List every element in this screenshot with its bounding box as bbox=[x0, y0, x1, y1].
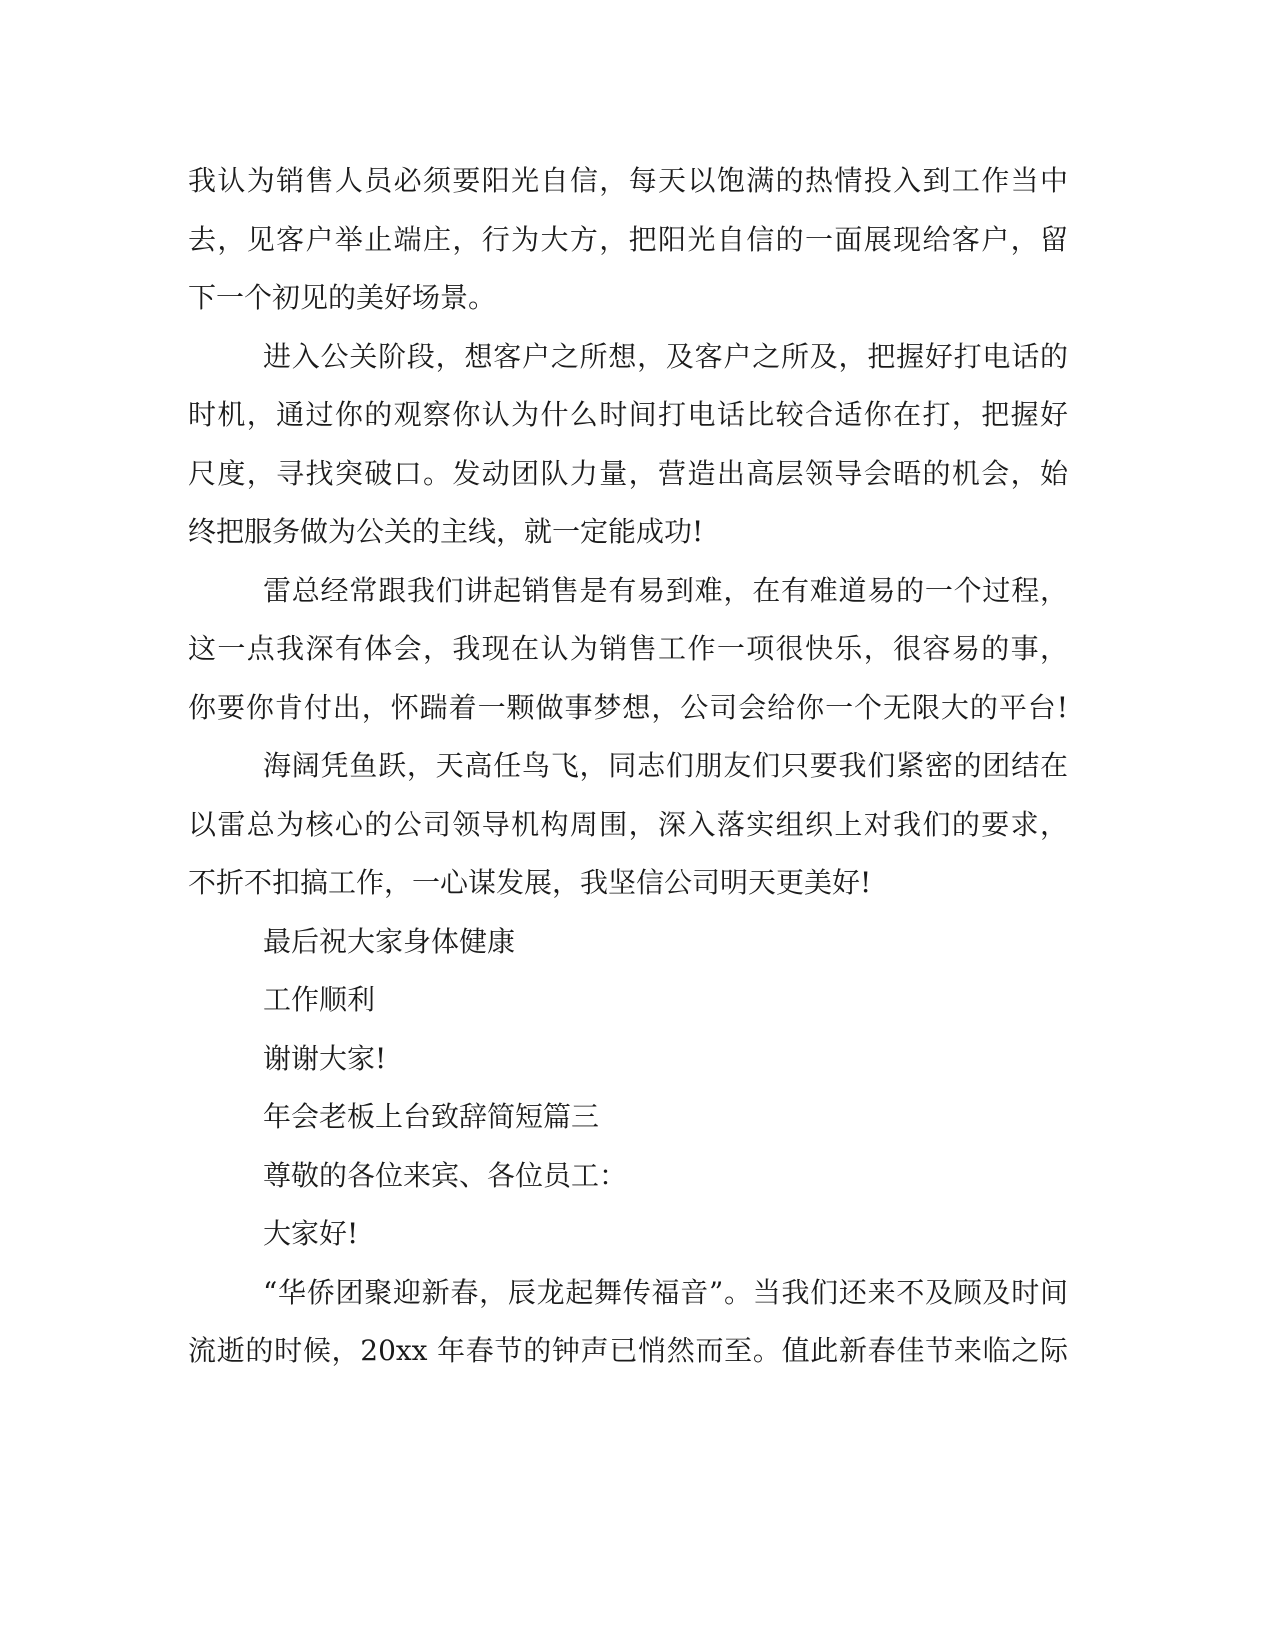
section-heading: 年会老板上台致辞简短篇三 bbox=[263, 1100, 600, 1133]
paragraph-4-line-3: 不折不扣搞工作，一心谋发展，我坚信公司明天更美好! bbox=[188, 866, 872, 899]
paragraph-4-line-1: 海阔凭鱼跃，天高任鸟飞，同志们朋友们只要我们紧密的团结在 bbox=[263, 749, 1068, 782]
greeting-line: 大家好! bbox=[263, 1217, 359, 1250]
closing-wish-line: 最后祝大家身体健康 bbox=[263, 925, 516, 958]
paragraph-3-line-3: 你要你肯付出，怀踹着一颗做事梦想，公司会给你一个无限大的平台! bbox=[188, 691, 1068, 724]
paragraph-2-line-2: 时机，通过你的观察你认为什么时间打电话比较合适你在打，把握好 bbox=[188, 398, 1068, 431]
paragraph-3-line-1: 雷总经常跟我们讲起销售是有易到难，在有难道易的一个过程， bbox=[263, 574, 1068, 607]
work-wish-line: 工作顺利 bbox=[263, 983, 376, 1016]
thanks-line: 谢谢大家! bbox=[263, 1042, 387, 1075]
paragraph-2-line-3: 尺度，寻找突破口。发动团队力量，营造出高层领导会晤的机会，始 bbox=[188, 457, 1068, 490]
salutation-line: 尊敬的各位来宾、各位员工： bbox=[263, 1159, 628, 1192]
paragraph-1-line-2: 去，见客户举止端庄，行为大方，把阳光自信的一面展现给客户，留 bbox=[188, 223, 1068, 256]
paragraph-1-line-3: 下一个初见的美好场景。 bbox=[188, 281, 497, 314]
paragraph-2-line-4: 终把服务做为公关的主线，就一定能成功! bbox=[188, 515, 704, 548]
paragraph-4-line-2: 以雷总为核心的公司领导机构周围，深入落实组织上对我们的要求， bbox=[188, 808, 1068, 841]
paragraph-1-line-1: 我认为销售人员必须要阳光自信，每天以饱满的热情投入到工作当中 bbox=[188, 164, 1068, 197]
paragraph-5-line-2: 流逝的时候，20xx 年春节的钟声已悄然而至。值此新春佳节来临之际 bbox=[188, 1334, 1068, 1367]
paragraph-5-line-1: “华侨团聚迎新春，辰龙起舞传福音”。当我们还来不及顾及时间 bbox=[263, 1276, 1068, 1309]
paragraph-3-line-2: 这一点我深有体会，我现在认为销售工作一项很快乐，很容易的事， bbox=[188, 632, 1068, 665]
paragraph-2-line-1: 进入公关阶段，想客户之所想，及客户之所及，把握好打电话的 bbox=[263, 340, 1068, 373]
